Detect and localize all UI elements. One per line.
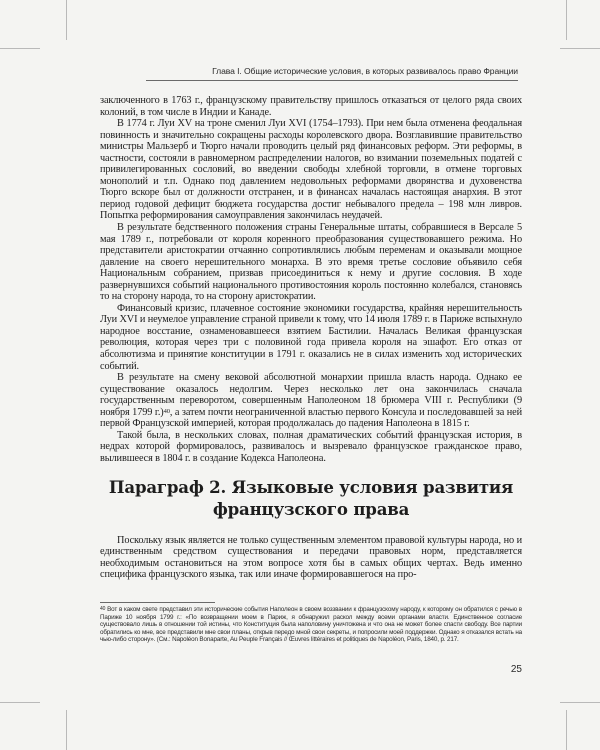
page-number: 25 bbox=[510, 664, 522, 675]
crop-mark-bottom-right-h bbox=[560, 702, 600, 703]
footnote-rule bbox=[100, 602, 215, 603]
section-paragraph: Поскольку язык является не только существенным элементом правовой культуры народа, но и единственным средством существования и передачи правовых норм, представляется необходимым остановиться на этом вопросе хотя бы в самых общих чертах. Ведь именно специфика французского языка, так или иначе формировавшегося на про- bbox=[100, 534, 522, 581]
footnote-reference[interactable]: 40 bbox=[163, 407, 170, 415]
footnote bbox=[100, 606, 522, 644]
paragraph-6: Такой была, в нескольких словах, полная драматических событий французская история, в недрах которой формировалось, развивалось и вызревало французское гражданское право, вылившееся в 1804 г. в создание Кодекса Наполеона. bbox=[100, 429, 522, 464]
paragraph-1: заключенного в 1763 г., французскому правительству пришлось отказаться от целого ряда своих колоний, в том числе в Индии и Канаде. bbox=[100, 95, 522, 118]
paragraph-2: В 1774 г. Луи XV на троне сменил Луи XVI (1754–1793). При нем была отменена феодальная повинность и значительно сокращены расходы королевского двора. Возглавившие правительство министры Мальзерб и Тюрго начали проводить целый ряд финансовых реформ. Эти реформы, в частности, состояли в равномерном распределении налогов, во взимании поземельных податей с привилегированных сословий, во введении свободы хлебной торговли, в отмене торговых монополий и т.п. Однако под давлением недовольных реформами дворянства и духовенства Тюрго вскоре был от должности отстранен, и в финансах началась настоящая анархия. В этот период годовой дефицит бюджета государства достиг небывалого предела – 198 млн ливров. Попытка реформирования самоуправления закончилась неудачей. bbox=[100, 118, 522, 222]
paragraph-5-part-1: В результате на смену вековой абсолютной монархии пришла власть народа. Однако ее существование оказалось недолгим. Через несколько лет она закончилась сначала государственным переворотом, совершенным Наполеоном 18 брюмера VIII г. Республики (9 ноября 1799 г.) bbox=[100, 372, 522, 418]
section-title bbox=[100, 476, 522, 520]
footnote-number: 40 bbox=[100, 606, 106, 612]
crop-mark-top-right-v bbox=[566, 0, 567, 40]
paragraph-5-part-2: , а затем почти неограниченной властью первого Консула и последовавшей за ней первой Французской империей, которая продолжалась до падения Наполеона в 1815 г. bbox=[100, 406, 522, 430]
running-header: Глава I. Общие исторические условия, в которых развивалось право Франции bbox=[212, 66, 518, 76]
body-text bbox=[100, 95, 522, 581]
section-title-line-1: Параграф 2. Языковые условия развития bbox=[108, 476, 514, 497]
crop-mark-top-left-v bbox=[66, 0, 67, 40]
header-rule bbox=[146, 80, 518, 81]
paragraph-5 bbox=[100, 372, 522, 430]
crop-mark-bottom-left-v bbox=[66, 710, 67, 750]
crop-mark-top-left-h bbox=[0, 48, 40, 49]
section-title-line-2: французского права bbox=[212, 498, 410, 519]
paragraph-3: В результате бедственного положения страны Генеральные штаты, собравшиеся в Версале 5 мая 1789 г., потребовали от короля коренного преобразования существовавшего режима. Но представители аристократии отчаянно сопротивлялись любым переменам и оказывали мощное давление на своего нерешительного монарха. В это время третье сословие объявило себя Национальным собранием, призвав присоединиться к нему и другие сословия. В ходе развернувшихся событий национального противостояния король постоянно колебался, становясь то на сторону народа, то на сторону аристократии. bbox=[100, 222, 522, 303]
footnote-text: Вот в каком свете представил эти исторические события Наполеон в своем воззвании к французскому народу, к которому он обратился с речью в Париже 10 ноября 1799 г.: «По возвращении моем в Париж, я обнаружил раскол между всеми органами власти. Единственное согласие существовало лишь в отношении той истины, что Конституция была наполовину уничтожена и что она не может более спасти свободу. Все партии обратились ко мне, все представили мне свои планы, открыв передо мной свои секреты, и попросили моей поддержки. Однако я отказался встать на чью-либо сторону». (См.: Napoléon Bonaparte, Au Peuple Français // Œuvres littéraires et politiques de Napoléon, Paris, 1840, p. 217. bbox=[100, 606, 522, 644]
crop-mark-top-right-h bbox=[560, 48, 600, 49]
crop-mark-bottom-left-h bbox=[0, 702, 40, 703]
crop-mark-bottom-right-v bbox=[566, 710, 567, 750]
paragraph-4: Финансовый кризис, плачевное состояние экономики государства, крайняя нерешительность Луи XVI и неумелое управление страной привели к тому, что 14 июля 1789 г. в Париже вспыхнуло народное восстание, ознаменовавшееся взятием Бастилии. Началась Великая французская революция, которая через три с половиной года привела короля на эшафот. Его отказ от абсолютизма и принятие конституции в 1791 г. оказались не в силах изменить ход исторических событий. bbox=[100, 302, 523, 372]
